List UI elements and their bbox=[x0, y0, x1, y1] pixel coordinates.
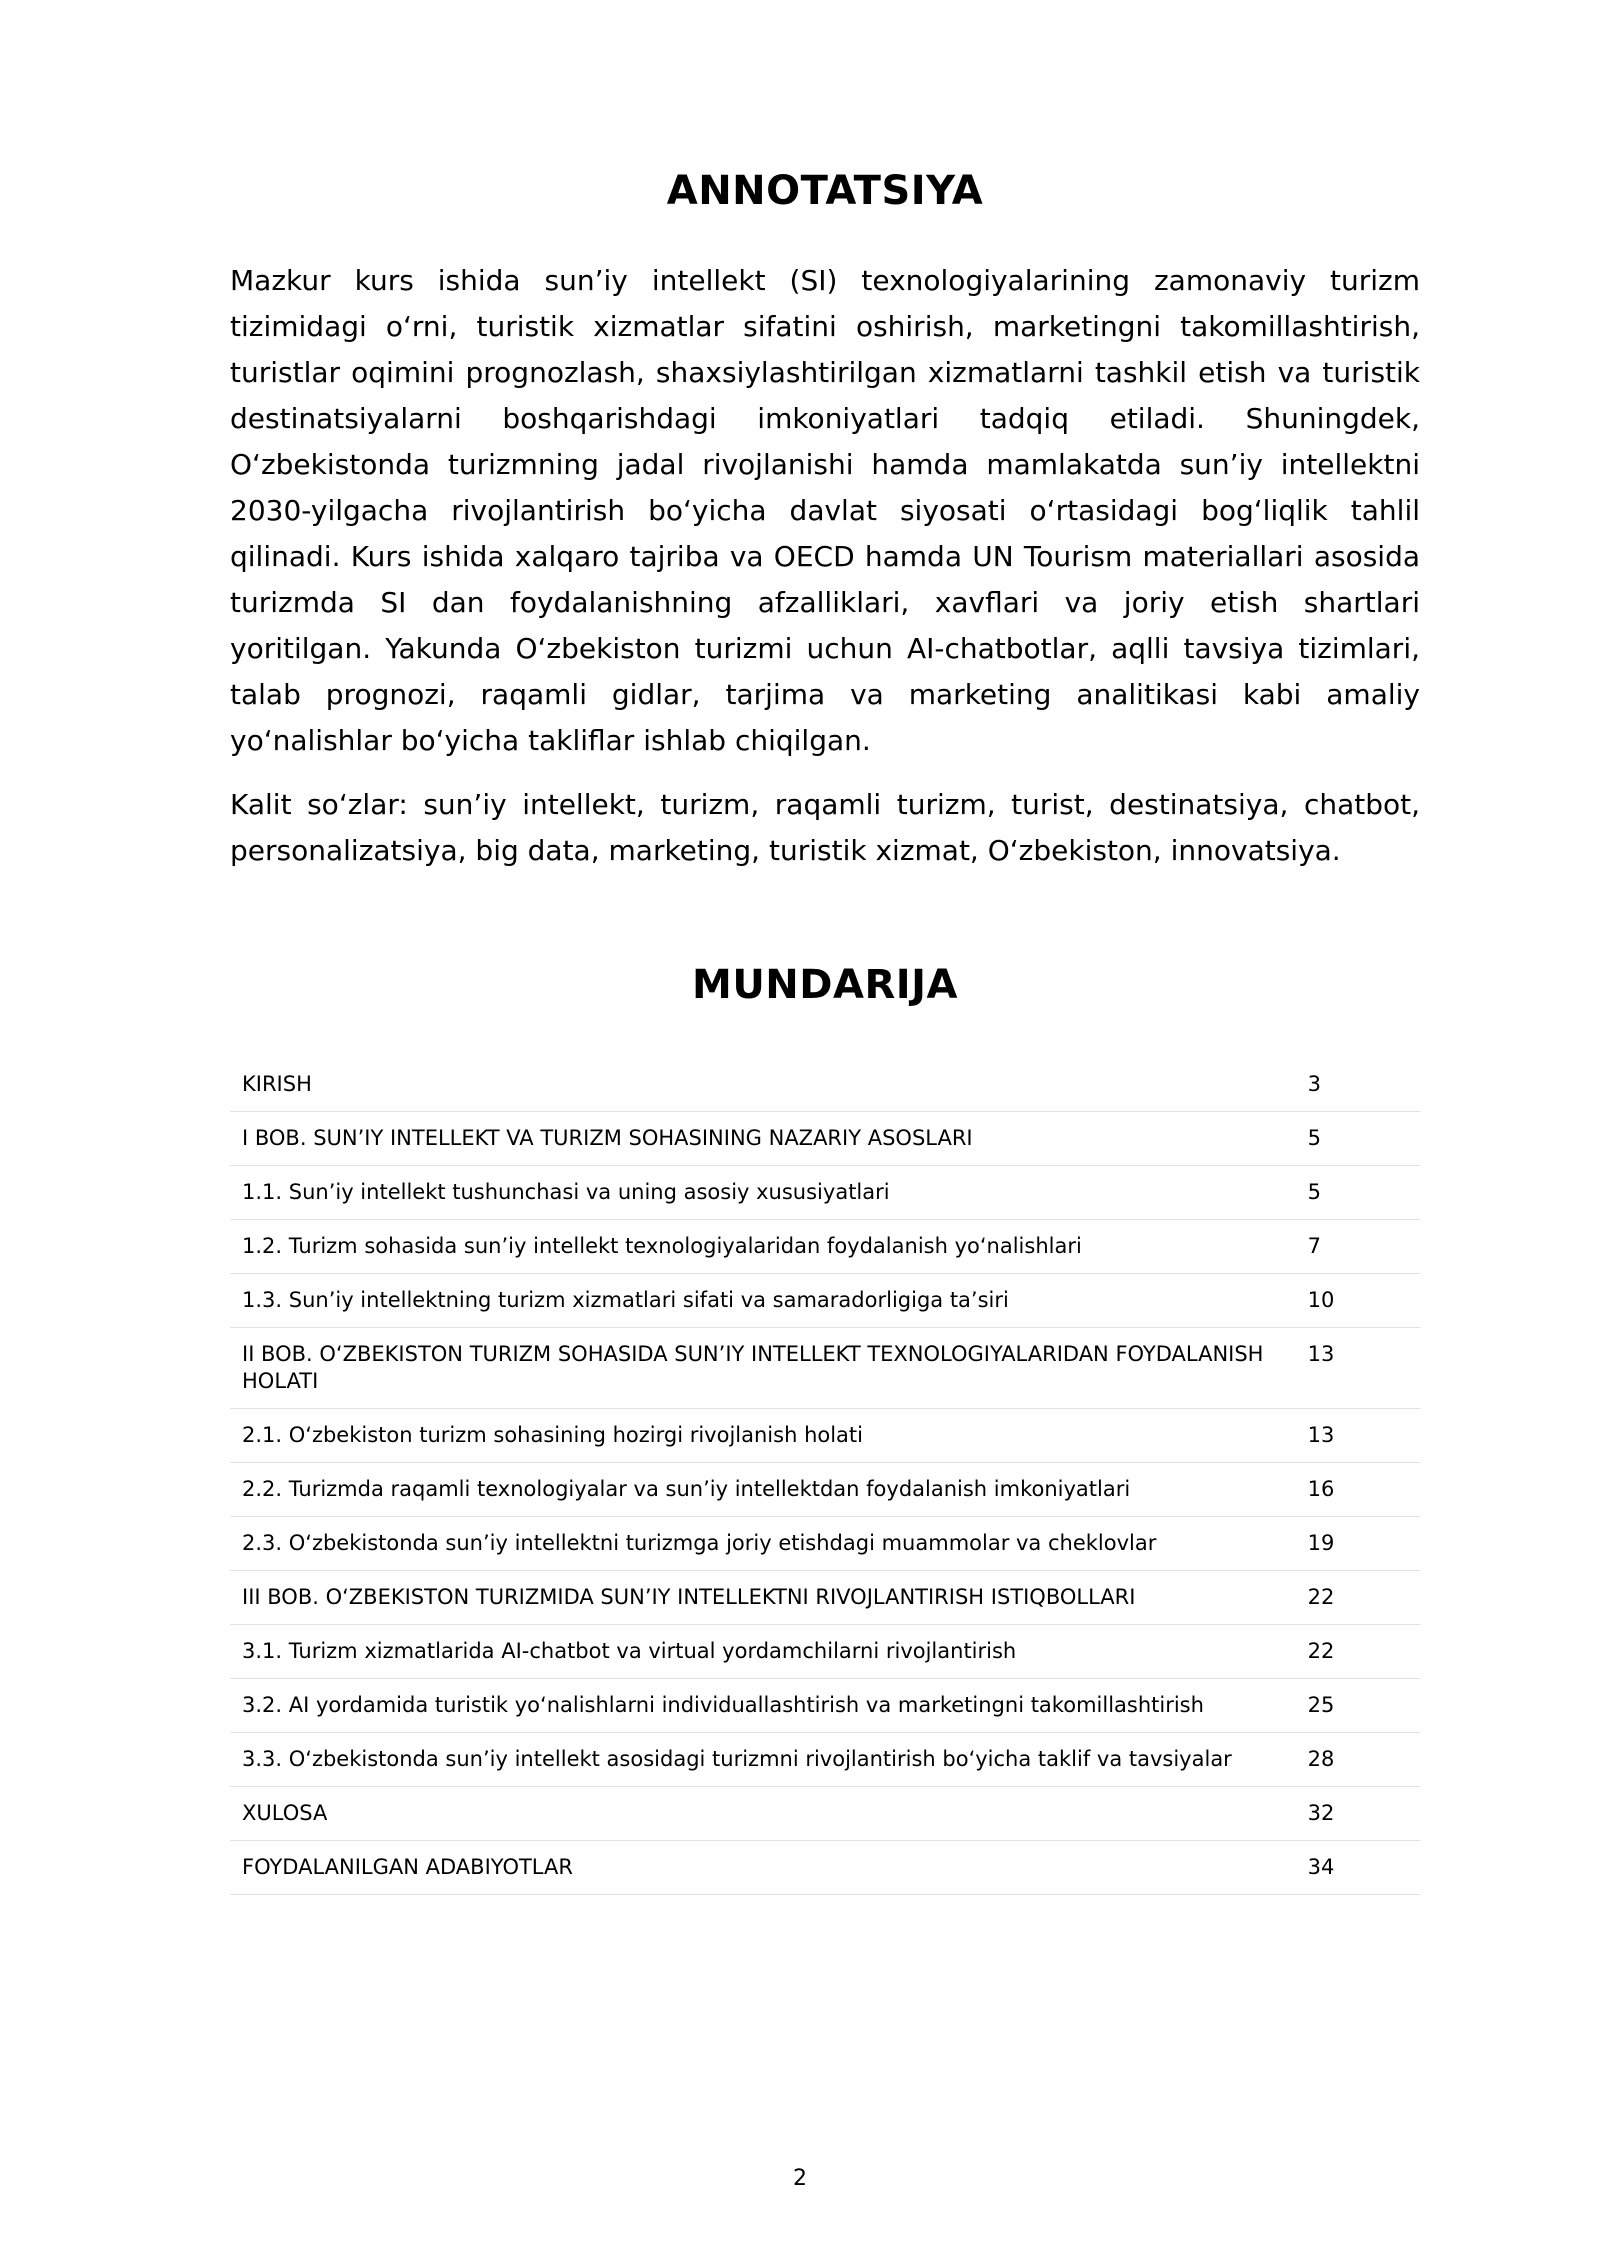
toc-row bbox=[230, 1328, 1420, 1409]
toc-row bbox=[230, 1733, 1420, 1787]
toc-row bbox=[230, 1679, 1420, 1733]
annotation-title: ANNOTATSIYA bbox=[666, 168, 984, 214]
toc-entry-title: XULOSA bbox=[230, 1787, 1308, 1841]
toc-entry-title: FOYDALANILGAN ADABIYOTLAR bbox=[230, 1841, 1308, 1895]
toc-row bbox=[230, 1166, 1420, 1220]
toc-entry-title: 3.2. AI yordamida turistik yo‘nalishlarni individuallashtirish va marketingni takomillashtirish bbox=[230, 1679, 1308, 1733]
toc-row bbox=[230, 1409, 1420, 1463]
toc-entry-page: 25 bbox=[1308, 1679, 1420, 1733]
toc-row bbox=[230, 1463, 1420, 1517]
toc-row bbox=[230, 1274, 1420, 1328]
toc-entry-page: 5 bbox=[1308, 1112, 1420, 1166]
toc-row bbox=[230, 1517, 1420, 1571]
toc-entry-title: 2.2. Turizmda raqamli texnologiyalar va sun’iy intellektdan foydalanish imkoniyatlari bbox=[230, 1463, 1308, 1517]
toc-entry-title: 2.3. O‘zbekistonda sun’iy intellektni turizmga joriy etishdagi muammolar va cheklovlar bbox=[230, 1517, 1308, 1571]
toc-entry-title: 1.3. Sun’iy intellektning turizm xizmatlari sifati va samaradorligiga ta’siri bbox=[230, 1274, 1308, 1328]
toc-entry-page: 22 bbox=[1308, 1625, 1420, 1679]
toc-row bbox=[230, 1112, 1420, 1166]
toc-entry-page: 5 bbox=[1308, 1166, 1420, 1220]
toc-entry-title: KIRISH bbox=[230, 1058, 1308, 1112]
toc-entry-page: 22 bbox=[1308, 1571, 1420, 1625]
table-of-contents bbox=[230, 1058, 1420, 1895]
toc-entry-title: 1.1. Sun’iy intellekt tushunchasi va uning asosiy xususiyatlari bbox=[230, 1166, 1308, 1220]
toc-row bbox=[230, 1625, 1420, 1679]
toc-row bbox=[230, 1571, 1420, 1625]
toc-entry-title: II BOB. O‘ZBEKISTON TURIZM SOHASIDA SUN’IY INTELLEKT TEXNOLOGIYALARIDAN FOYDALANISH HOLATI bbox=[230, 1328, 1308, 1409]
toc-entry-page: 32 bbox=[1308, 1787, 1420, 1841]
toc-entry-title: 3.1. Turizm xizmatlarida AI-chatbot va virtual yordamchilarni rivojlantirish bbox=[230, 1625, 1308, 1679]
page-number: 2 bbox=[793, 2166, 807, 2191]
toc-entry-page: 3 bbox=[1308, 1058, 1420, 1112]
toc-entry-title: III BOB. O‘ZBEKISTON TURIZMIDA SUN’IY INTELLEKTNI RIVOJLANTIRISH ISTIQBOLLARI bbox=[230, 1571, 1308, 1625]
toc-entry-page: 28 bbox=[1308, 1733, 1420, 1787]
toc-entry-page: 19 bbox=[1308, 1517, 1420, 1571]
toc-entry-page: 13 bbox=[1308, 1409, 1420, 1463]
toc-entry-page: 16 bbox=[1308, 1463, 1420, 1517]
toc-entry-title: 2.1. O‘zbekiston turizm sohasining hozirgi rivojlanish holati bbox=[230, 1409, 1308, 1463]
toc-entry-title: 1.2. Turizm sohasida sun’iy intellekt texnologiyalaridan foydalanish yo‘nalishlari bbox=[230, 1220, 1308, 1274]
toc-entry-title: I BOB. SUN’IY INTELLEKT VA TURIZM SOHASINING NAZARIY ASOSLARI bbox=[230, 1112, 1308, 1166]
toc-row bbox=[230, 1787, 1420, 1841]
toc-title: MUNDARIJA bbox=[692, 962, 958, 1008]
toc-entry-title: 3.3. O‘zbekistonda sun’iy intellekt asosidagi turizmni rivojlantirish bo‘yicha taklif va tavsiyalar bbox=[230, 1733, 1308, 1787]
toc-row bbox=[230, 1841, 1420, 1895]
toc-entry-page: 34 bbox=[1308, 1841, 1420, 1895]
toc-entry-page: 7 bbox=[1308, 1220, 1420, 1274]
toc-entry-page: 13 bbox=[1308, 1328, 1420, 1409]
annotation-body: Mazkur kurs ishida sun’iy intellekt (SI) texnologiyalarining zamonaviy turizm tizimidagi o‘rni, turistik xizmatlar sifatini oshirish, marketingni takomillashtirish, turistlar oqimini prognozlash, shaxsiylashtirilgan xizmatlarni tashkil etish va turistik destinatsiyalarni boshqarishdagi imkoniyatlari tadqiq etiladi. Shuningdek, O‘zbekistonda turizmning jadal rivojlanishi hamda mamlakatda sun’iy intellektni 2030-yilgacha rivojlantirish bo‘yicha davlat siyosati o‘rtasidagi bog‘liqlik tahlil qilinadi. Kurs ishida xalqaro tajriba va OECD hamda UN Tourism materiallari asosida turizmda SI dan foydalanishning afzalliklari, xavflari va joriy etish shartlari yoritilgan. Yakunda O‘zbekiston turizmi uchun AI-chatbotlar, aqlli tavsiya tizimlari, talab prognozi, raqamli gidlar, tarjima va marketing analitikasi kabi amaliy yo‘nalishlar bo‘yicha takliflar ishlab chiqilgan. bbox=[230, 264, 1420, 757]
keywords-paragraph: Kalit so‘zlar: sun’iy intellekt, turizm, raqamli turizm, turist, destinatsiya, chatbot, personalizatsiya, big data, marketing, turistik xizmat, O‘zbekiston, innovatsiya. bbox=[230, 788, 1420, 867]
toc-row bbox=[230, 1058, 1420, 1112]
toc-entry-page: 10 bbox=[1308, 1274, 1420, 1328]
toc-row bbox=[230, 1220, 1420, 1274]
